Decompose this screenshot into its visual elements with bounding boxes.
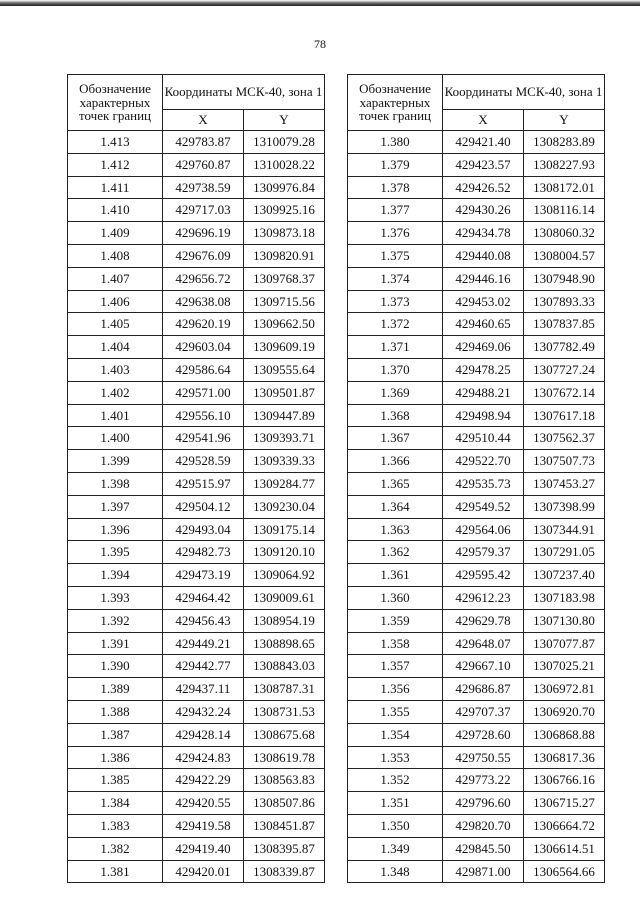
y-coordinate-cell: 1306564.66 bbox=[524, 860, 605, 883]
point-id-cell: 1.397 bbox=[68, 495, 163, 518]
table-row bbox=[68, 678, 325, 701]
x-coordinate-cell: 429796.60 bbox=[443, 792, 524, 815]
point-id-cell: 1.378 bbox=[348, 176, 443, 199]
point-id-cell: 1.388 bbox=[68, 700, 163, 723]
table-row bbox=[68, 313, 325, 336]
y-coordinate-cell: 1307025.21 bbox=[524, 655, 605, 678]
table-row bbox=[68, 199, 325, 222]
table-row bbox=[348, 564, 605, 587]
y-coordinate-cell: 1309064.92 bbox=[244, 564, 325, 587]
point-id-cell: 1.374 bbox=[348, 267, 443, 290]
x-coordinate-cell: 429432.24 bbox=[163, 700, 244, 723]
y-coordinate-cell: 1307562.37 bbox=[524, 427, 605, 450]
table-row bbox=[348, 381, 605, 404]
table-row bbox=[348, 586, 605, 609]
point-id-cell: 1.363 bbox=[348, 518, 443, 541]
point-id-cell: 1.408 bbox=[68, 244, 163, 267]
page-number: 78 bbox=[314, 37, 326, 51]
x-coordinate-cell: 429419.58 bbox=[163, 814, 244, 837]
table-row bbox=[348, 609, 605, 632]
point-id-cell: 1.382 bbox=[68, 837, 163, 860]
x-coordinate-cell: 429437.11 bbox=[163, 678, 244, 701]
point-id-cell: 1.371 bbox=[348, 336, 443, 359]
x-coordinate-cell: 429421.40 bbox=[443, 131, 524, 154]
point-id-cell: 1.380 bbox=[348, 131, 443, 154]
y-coordinate-cell: 1307130.80 bbox=[524, 609, 605, 632]
point-id-cell: 1.400 bbox=[68, 427, 163, 450]
table-row bbox=[348, 518, 605, 541]
x-coordinate-cell: 429696.19 bbox=[163, 222, 244, 245]
y-coordinate-cell: 1309447.89 bbox=[244, 404, 325, 427]
x-coordinate-cell: 429586.64 bbox=[163, 358, 244, 381]
point-id-cell: 1.372 bbox=[348, 313, 443, 336]
y-coordinate-cell: 1310079.28 bbox=[244, 131, 325, 154]
x-coordinate-cell: 429493.04 bbox=[163, 518, 244, 541]
y-coordinate-cell: 1309393.71 bbox=[244, 427, 325, 450]
table-row bbox=[68, 723, 325, 746]
table-row bbox=[348, 792, 605, 815]
y-coordinate-cell: 1308395.87 bbox=[244, 837, 325, 860]
y-coordinate-cell: 1309555.64 bbox=[244, 358, 325, 381]
table-row bbox=[348, 746, 605, 769]
y-coordinate-cell: 1307183.98 bbox=[524, 586, 605, 609]
x-coordinate-cell: 429820.70 bbox=[443, 814, 524, 837]
x-coordinate-cell: 429667.10 bbox=[443, 655, 524, 678]
y-coordinate-cell: 1308451.87 bbox=[244, 814, 325, 837]
point-id-cell: 1.384 bbox=[68, 792, 163, 815]
x-coordinate-cell: 429603.04 bbox=[163, 336, 244, 359]
point-id-cell: 1.370 bbox=[348, 358, 443, 381]
table-row bbox=[348, 131, 605, 154]
x-coordinate-cell: 429424.83 bbox=[163, 746, 244, 769]
x-coordinate-cell: 429422.29 bbox=[163, 769, 244, 792]
point-id-cell: 1.395 bbox=[68, 541, 163, 564]
x-coordinate-cell: 429773.22 bbox=[443, 769, 524, 792]
table-row bbox=[348, 678, 605, 701]
table-row bbox=[68, 267, 325, 290]
x-coordinate-cell: 429717.03 bbox=[163, 199, 244, 222]
point-id-cell: 1.412 bbox=[68, 153, 163, 176]
point-id-cell: 1.387 bbox=[68, 723, 163, 746]
y-coordinate-cell: 1307344.91 bbox=[524, 518, 605, 541]
y-coordinate-cell: 1309230.04 bbox=[244, 495, 325, 518]
table-row bbox=[68, 358, 325, 381]
table-row bbox=[348, 153, 605, 176]
column-header-coordinates: Координаты МСК-40, зона 1 bbox=[163, 75, 325, 110]
point-id-cell: 1.355 bbox=[348, 700, 443, 723]
coordinates-table-left bbox=[67, 74, 325, 883]
point-id-cell: 1.367 bbox=[348, 427, 443, 450]
y-coordinate-cell: 1309925.16 bbox=[244, 199, 325, 222]
table-row bbox=[348, 655, 605, 678]
y-coordinate-cell: 1306920.70 bbox=[524, 700, 605, 723]
x-coordinate-cell: 429579.37 bbox=[443, 541, 524, 564]
point-id-cell: 1.403 bbox=[68, 358, 163, 381]
point-id-cell: 1.411 bbox=[68, 176, 163, 199]
x-coordinate-cell: 429434.78 bbox=[443, 222, 524, 245]
y-coordinate-cell: 1309976.84 bbox=[244, 176, 325, 199]
y-coordinate-cell: 1307782.49 bbox=[524, 336, 605, 359]
point-id-cell: 1.410 bbox=[68, 199, 163, 222]
x-coordinate-cell: 429556.10 bbox=[163, 404, 244, 427]
x-coordinate-cell: 429750.55 bbox=[443, 746, 524, 769]
point-id-cell: 1.383 bbox=[68, 814, 163, 837]
column-header-y: Y bbox=[524, 109, 605, 130]
y-coordinate-cell: 1307617.18 bbox=[524, 404, 605, 427]
y-coordinate-cell: 1308731.53 bbox=[244, 700, 325, 723]
y-coordinate-cell: 1306868.88 bbox=[524, 723, 605, 746]
point-id-cell: 1.379 bbox=[348, 153, 443, 176]
table-row bbox=[348, 358, 605, 381]
table-row bbox=[68, 427, 325, 450]
table-row bbox=[348, 450, 605, 473]
table-row bbox=[68, 769, 325, 792]
x-coordinate-cell: 429442.77 bbox=[163, 655, 244, 678]
x-coordinate-cell: 429446.16 bbox=[443, 267, 524, 290]
point-id-cell: 1.364 bbox=[348, 495, 443, 518]
table-row bbox=[68, 336, 325, 359]
x-coordinate-cell: 429564.06 bbox=[443, 518, 524, 541]
table-row bbox=[68, 814, 325, 837]
column-header-x: X bbox=[443, 109, 524, 130]
y-coordinate-cell: 1308843.03 bbox=[244, 655, 325, 678]
y-coordinate-cell: 1307837.85 bbox=[524, 313, 605, 336]
point-id-cell: 1.369 bbox=[348, 381, 443, 404]
column-header-designation: Обозначение характерных точек границ bbox=[68, 75, 163, 131]
point-id-cell: 1.396 bbox=[68, 518, 163, 541]
point-id-cell: 1.361 bbox=[348, 564, 443, 587]
point-id-cell: 1.389 bbox=[68, 678, 163, 701]
table-row bbox=[68, 746, 325, 769]
table-body-right bbox=[348, 131, 605, 883]
table-row bbox=[68, 564, 325, 587]
point-id-cell: 1.407 bbox=[68, 267, 163, 290]
point-id-cell: 1.360 bbox=[348, 586, 443, 609]
y-coordinate-cell: 1307398.99 bbox=[524, 495, 605, 518]
y-coordinate-cell: 1309820.91 bbox=[244, 244, 325, 267]
coordinates-table-right bbox=[347, 74, 605, 883]
table-row bbox=[68, 381, 325, 404]
column-header-designation: Обозначение характерных точек границ bbox=[348, 75, 443, 131]
scan-top-edge bbox=[0, 0, 640, 6]
table-row bbox=[348, 723, 605, 746]
y-coordinate-cell: 1309284.77 bbox=[244, 472, 325, 495]
x-coordinate-cell: 429510.44 bbox=[443, 427, 524, 450]
table-row bbox=[68, 495, 325, 518]
y-coordinate-cell: 1309175.14 bbox=[244, 518, 325, 541]
table-row bbox=[348, 769, 605, 792]
x-coordinate-cell: 429549.52 bbox=[443, 495, 524, 518]
y-coordinate-cell: 1308172.01 bbox=[524, 176, 605, 199]
point-id-cell: 1.357 bbox=[348, 655, 443, 678]
x-coordinate-cell: 429612.23 bbox=[443, 586, 524, 609]
x-coordinate-cell: 429420.01 bbox=[163, 860, 244, 883]
table-body-left bbox=[68, 131, 325, 883]
table-row bbox=[348, 837, 605, 860]
x-coordinate-cell: 429528.59 bbox=[163, 450, 244, 473]
y-coordinate-cell: 1309009.61 bbox=[244, 586, 325, 609]
x-coordinate-cell: 429423.57 bbox=[443, 153, 524, 176]
y-coordinate-cell: 1307507.73 bbox=[524, 450, 605, 473]
y-coordinate-cell: 1307893.33 bbox=[524, 290, 605, 313]
table-row bbox=[348, 336, 605, 359]
y-coordinate-cell: 1308283.89 bbox=[524, 131, 605, 154]
table-row bbox=[68, 700, 325, 723]
point-id-cell: 1.404 bbox=[68, 336, 163, 359]
x-coordinate-cell: 429707.37 bbox=[443, 700, 524, 723]
table-row bbox=[348, 404, 605, 427]
x-coordinate-cell: 429686.87 bbox=[443, 678, 524, 701]
table-row bbox=[348, 541, 605, 564]
x-coordinate-cell: 429460.65 bbox=[443, 313, 524, 336]
table-row bbox=[68, 472, 325, 495]
table-row bbox=[348, 244, 605, 267]
x-coordinate-cell: 429498.94 bbox=[443, 404, 524, 427]
table-row bbox=[348, 176, 605, 199]
point-id-cell: 1.391 bbox=[68, 632, 163, 655]
y-coordinate-cell: 1306715.27 bbox=[524, 792, 605, 815]
x-coordinate-cell: 429595.42 bbox=[443, 564, 524, 587]
table-row bbox=[348, 290, 605, 313]
x-coordinate-cell: 429728.60 bbox=[443, 723, 524, 746]
point-id-cell: 1.376 bbox=[348, 222, 443, 245]
y-coordinate-cell: 1308787.31 bbox=[244, 678, 325, 701]
table-row bbox=[68, 450, 325, 473]
y-coordinate-cell: 1308954.19 bbox=[244, 609, 325, 632]
x-coordinate-cell: 429535.73 bbox=[443, 472, 524, 495]
y-coordinate-cell: 1306972.81 bbox=[524, 678, 605, 701]
x-coordinate-cell: 429478.25 bbox=[443, 358, 524, 381]
y-coordinate-cell: 1307077.87 bbox=[524, 632, 605, 655]
x-coordinate-cell: 429676.09 bbox=[163, 244, 244, 267]
point-id-cell: 1.365 bbox=[348, 472, 443, 495]
y-coordinate-cell: 1308507.86 bbox=[244, 792, 325, 815]
x-coordinate-cell: 429469.06 bbox=[443, 336, 524, 359]
x-coordinate-cell: 429473.19 bbox=[163, 564, 244, 587]
x-coordinate-cell: 429871.00 bbox=[443, 860, 524, 883]
point-id-cell: 1.406 bbox=[68, 290, 163, 313]
y-coordinate-cell: 1309609.19 bbox=[244, 336, 325, 359]
y-coordinate-cell: 1307237.40 bbox=[524, 564, 605, 587]
point-id-cell: 1.353 bbox=[348, 746, 443, 769]
point-id-cell: 1.352 bbox=[348, 769, 443, 792]
point-id-cell: 1.350 bbox=[348, 814, 443, 837]
y-coordinate-cell: 1309501.87 bbox=[244, 381, 325, 404]
y-coordinate-cell: 1306817.36 bbox=[524, 746, 605, 769]
table-row bbox=[348, 472, 605, 495]
table-row bbox=[348, 222, 605, 245]
y-coordinate-cell: 1309873.18 bbox=[244, 222, 325, 245]
table-row bbox=[68, 176, 325, 199]
point-id-cell: 1.368 bbox=[348, 404, 443, 427]
y-coordinate-cell: 1308898.65 bbox=[244, 632, 325, 655]
x-coordinate-cell: 429738.59 bbox=[163, 176, 244, 199]
point-id-cell: 1.386 bbox=[68, 746, 163, 769]
table-row bbox=[348, 267, 605, 290]
table-row bbox=[68, 153, 325, 176]
table-row bbox=[348, 860, 605, 883]
x-coordinate-cell: 429629.78 bbox=[443, 609, 524, 632]
point-id-cell: 1.359 bbox=[348, 609, 443, 632]
point-id-cell: 1.349 bbox=[348, 837, 443, 860]
table-row bbox=[68, 860, 325, 883]
x-coordinate-cell: 429656.72 bbox=[163, 267, 244, 290]
table-row bbox=[68, 290, 325, 313]
y-coordinate-cell: 1306664.72 bbox=[524, 814, 605, 837]
column-header-y: Y bbox=[244, 109, 325, 130]
point-id-cell: 1.398 bbox=[68, 472, 163, 495]
table-row bbox=[348, 199, 605, 222]
y-coordinate-cell: 1308675.68 bbox=[244, 723, 325, 746]
x-coordinate-cell: 429571.00 bbox=[163, 381, 244, 404]
point-id-cell: 1.393 bbox=[68, 586, 163, 609]
table-row bbox=[68, 609, 325, 632]
point-id-cell: 1.385 bbox=[68, 769, 163, 792]
table-row bbox=[68, 655, 325, 678]
x-coordinate-cell: 429522.70 bbox=[443, 450, 524, 473]
y-coordinate-cell: 1307948.90 bbox=[524, 267, 605, 290]
point-id-cell: 1.354 bbox=[348, 723, 443, 746]
x-coordinate-cell: 429638.08 bbox=[163, 290, 244, 313]
x-coordinate-cell: 429456.43 bbox=[163, 609, 244, 632]
x-coordinate-cell: 429464.42 bbox=[163, 586, 244, 609]
y-coordinate-cell: 1307727.24 bbox=[524, 358, 605, 381]
x-coordinate-cell: 429426.52 bbox=[443, 176, 524, 199]
table-row bbox=[68, 518, 325, 541]
y-coordinate-cell: 1308563.83 bbox=[244, 769, 325, 792]
x-coordinate-cell: 429420.55 bbox=[163, 792, 244, 815]
table-row bbox=[68, 244, 325, 267]
y-coordinate-cell: 1306766.16 bbox=[524, 769, 605, 792]
point-id-cell: 1.402 bbox=[68, 381, 163, 404]
point-id-cell: 1.381 bbox=[68, 860, 163, 883]
point-id-cell: 1.375 bbox=[348, 244, 443, 267]
x-coordinate-cell: 429440.08 bbox=[443, 244, 524, 267]
x-coordinate-cell: 429453.02 bbox=[443, 290, 524, 313]
table-row bbox=[348, 700, 605, 723]
point-id-cell: 1.401 bbox=[68, 404, 163, 427]
x-coordinate-cell: 429488.21 bbox=[443, 381, 524, 404]
x-coordinate-cell: 429419.40 bbox=[163, 837, 244, 860]
point-id-cell: 1.362 bbox=[348, 541, 443, 564]
table-row bbox=[348, 814, 605, 837]
column-header-coordinates: Координаты МСК-40, зона 1 bbox=[443, 75, 605, 110]
y-coordinate-cell: 1307453.27 bbox=[524, 472, 605, 495]
y-coordinate-cell: 1308004.57 bbox=[524, 244, 605, 267]
point-id-cell: 1.413 bbox=[68, 131, 163, 154]
point-id-cell: 1.366 bbox=[348, 450, 443, 473]
y-coordinate-cell: 1308060.32 bbox=[524, 222, 605, 245]
x-coordinate-cell: 429541.96 bbox=[163, 427, 244, 450]
y-coordinate-cell: 1310028.22 bbox=[244, 153, 325, 176]
table-row bbox=[348, 495, 605, 518]
table-row bbox=[348, 632, 605, 655]
x-coordinate-cell: 429783.87 bbox=[163, 131, 244, 154]
table-row bbox=[68, 792, 325, 815]
table-row bbox=[68, 586, 325, 609]
point-id-cell: 1.394 bbox=[68, 564, 163, 587]
point-id-cell: 1.373 bbox=[348, 290, 443, 313]
y-coordinate-cell: 1309120.10 bbox=[244, 541, 325, 564]
x-coordinate-cell: 429845.50 bbox=[443, 837, 524, 860]
point-id-cell: 1.358 bbox=[348, 632, 443, 655]
x-coordinate-cell: 429449.21 bbox=[163, 632, 244, 655]
x-coordinate-cell: 429504.12 bbox=[163, 495, 244, 518]
y-coordinate-cell: 1306614.51 bbox=[524, 837, 605, 860]
table-row bbox=[68, 222, 325, 245]
table-row bbox=[68, 837, 325, 860]
table-row bbox=[348, 427, 605, 450]
table-row bbox=[68, 131, 325, 154]
x-coordinate-cell: 429430.26 bbox=[443, 199, 524, 222]
x-coordinate-cell: 429620.19 bbox=[163, 313, 244, 336]
y-coordinate-cell: 1307672.14 bbox=[524, 381, 605, 404]
y-coordinate-cell: 1308339.87 bbox=[244, 860, 325, 883]
point-id-cell: 1.399 bbox=[68, 450, 163, 473]
y-coordinate-cell: 1309339.33 bbox=[244, 450, 325, 473]
x-coordinate-cell: 429648.07 bbox=[443, 632, 524, 655]
point-id-cell: 1.390 bbox=[68, 655, 163, 678]
x-coordinate-cell: 429515.97 bbox=[163, 472, 244, 495]
table-row bbox=[68, 404, 325, 427]
y-coordinate-cell: 1309662.50 bbox=[244, 313, 325, 336]
table-row bbox=[68, 632, 325, 655]
column-header-x: X bbox=[163, 109, 244, 130]
table-row bbox=[348, 313, 605, 336]
x-coordinate-cell: 429760.87 bbox=[163, 153, 244, 176]
y-coordinate-cell: 1308116.14 bbox=[524, 199, 605, 222]
point-id-cell: 1.405 bbox=[68, 313, 163, 336]
x-coordinate-cell: 429428.14 bbox=[163, 723, 244, 746]
y-coordinate-cell: 1307291.05 bbox=[524, 541, 605, 564]
point-id-cell: 1.377 bbox=[348, 199, 443, 222]
point-id-cell: 1.356 bbox=[348, 678, 443, 701]
point-id-cell: 1.351 bbox=[348, 792, 443, 815]
point-id-cell: 1.348 bbox=[348, 860, 443, 883]
table-row bbox=[68, 541, 325, 564]
point-id-cell: 1.409 bbox=[68, 222, 163, 245]
y-coordinate-cell: 1309715.56 bbox=[244, 290, 325, 313]
x-coordinate-cell: 429482.73 bbox=[163, 541, 244, 564]
y-coordinate-cell: 1308227.93 bbox=[524, 153, 605, 176]
y-coordinate-cell: 1309768.37 bbox=[244, 267, 325, 290]
point-id-cell: 1.392 bbox=[68, 609, 163, 632]
y-coordinate-cell: 1308619.78 bbox=[244, 746, 325, 769]
